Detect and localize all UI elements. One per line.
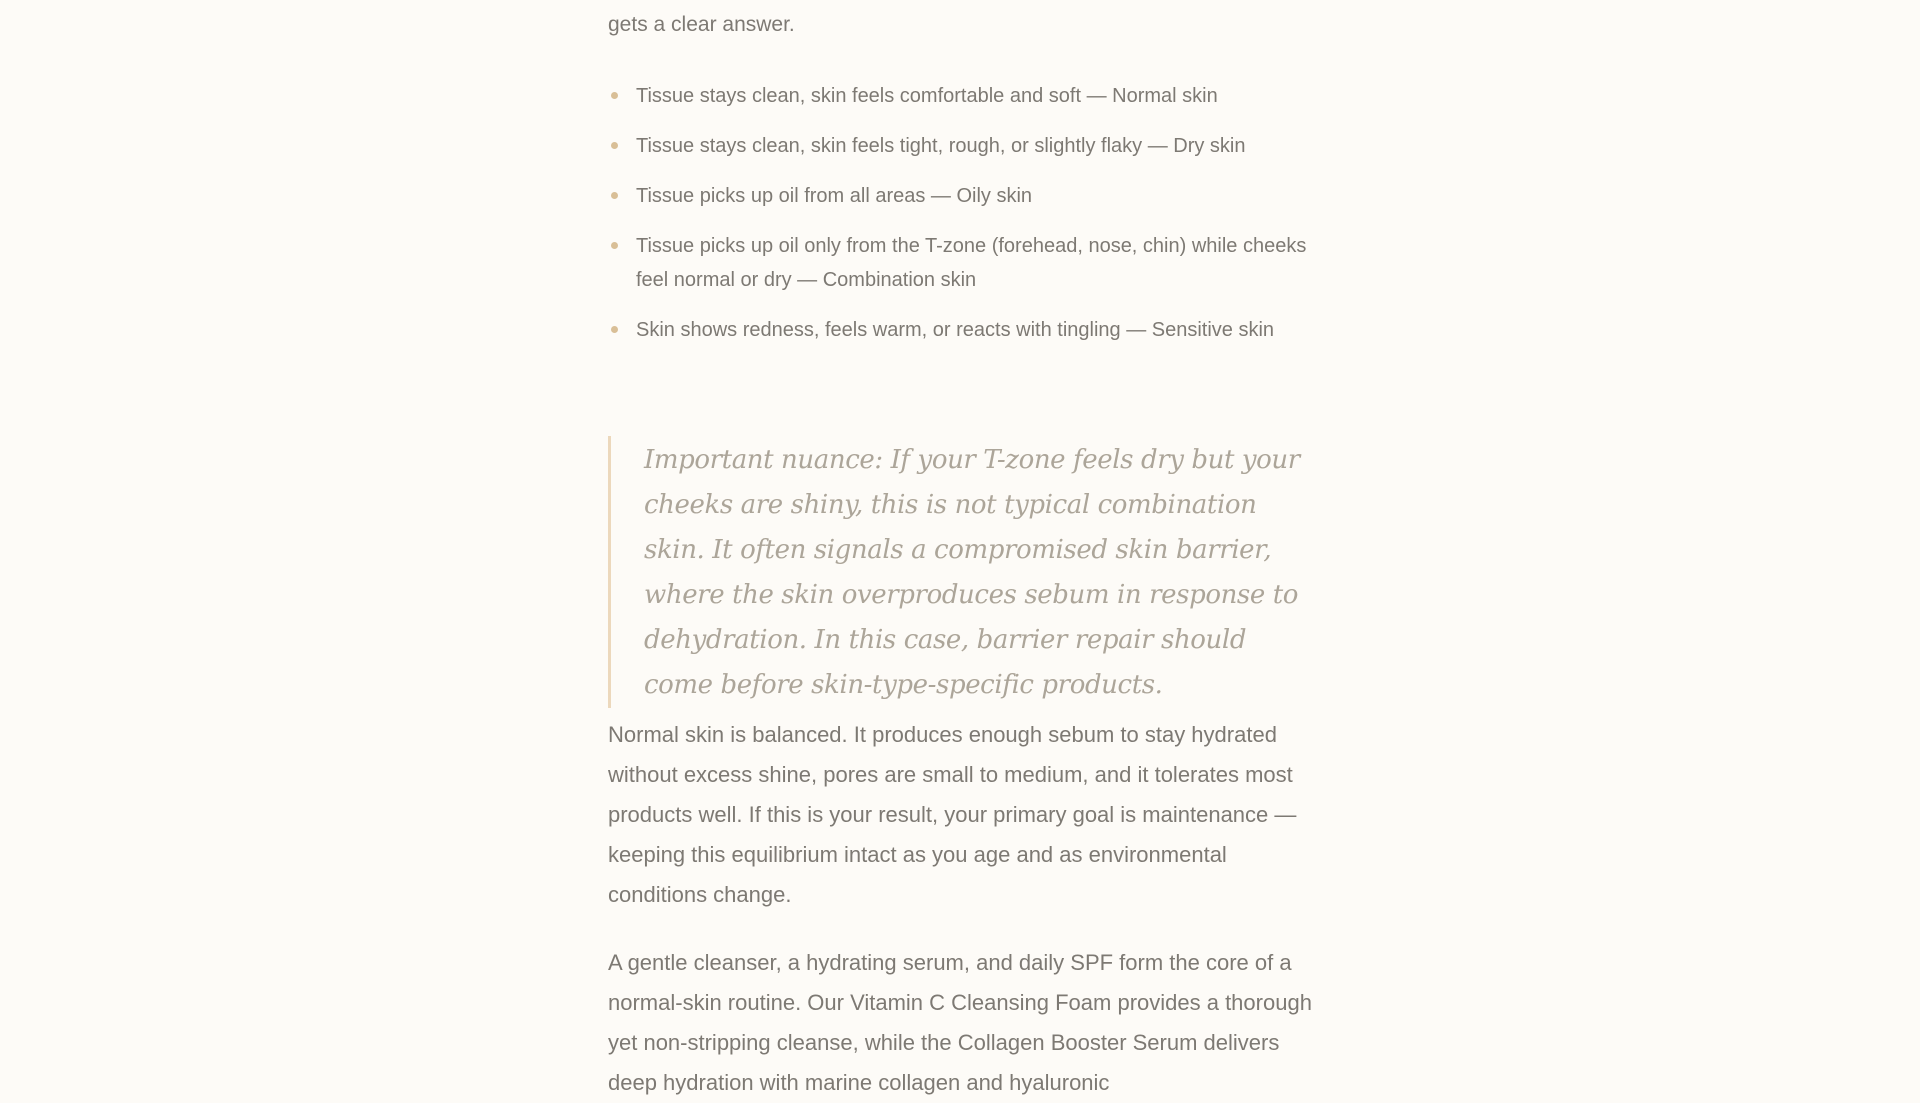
list-item-text: Tissue picks up oil from all areas — Oily skin — [636, 185, 1033, 207]
normal-skin-paragraph: Normal skin is balanced. It produces enough sebum to stay hydrated without excess shine, pores are small to medium, and it tolerates most products well. If this is your result, your primary goal is maintenance — keeping this equilibrium intact as you age and as environmental conditions change. — [608, 722, 1297, 907]
list-item-text: Tissue stays clean, skin feels comfortable and soft — Normal skin — [636, 85, 1218, 107]
list-item — [608, 129, 1318, 163]
list-item-text: Tissue stays clean, skin feels tight, rough, or slightly flaky — Dry skin — [636, 135, 1246, 157]
bullet-dot-icon — [611, 92, 618, 99]
bullet-dot-icon — [611, 326, 618, 333]
list-item-text: Tissue picks up oil only from the T-zone (forehead, nose, chin) while cheeks feel normal or dry — Combination skin — [636, 235, 1307, 291]
list-item-text: Skin shows redness, feels warm, or reacts with tingling — Sensitive skin — [636, 319, 1275, 341]
intro-paragraph-tail: gets a clear answer. — [608, 13, 795, 36]
list-item — [608, 179, 1318, 213]
bullet-dot-icon — [611, 242, 618, 249]
blockquote-text: Important nuance: If your T-zone feels dry but your cheeks are shiny, this is not typical combination skin. It often signals a compromised skin barrier, where the skin overproduces sebum in response to dehydration. In this case, barrier repair should come before skin-type-specific products. — [644, 445, 1300, 700]
list-item — [608, 313, 1318, 347]
bullet-dot-icon — [611, 192, 618, 199]
skin-type-checklist — [608, 79, 1318, 363]
list-item — [608, 229, 1318, 297]
list-item — [608, 79, 1318, 113]
routine-paragraph: A gentle cleanser, a hydrating serum, and daily SPF form the core of a normal-skin routine. Our Vitamin C Cleansing Foam provides a thorough yet non-stripping cleanse, while the Collagen Booster Serum delivers deep hydration with marine collagen and hyaluronic — [608, 950, 1312, 1095]
bullet-dot-icon — [611, 142, 618, 149]
nuance-blockquote — [608, 436, 1320, 708]
